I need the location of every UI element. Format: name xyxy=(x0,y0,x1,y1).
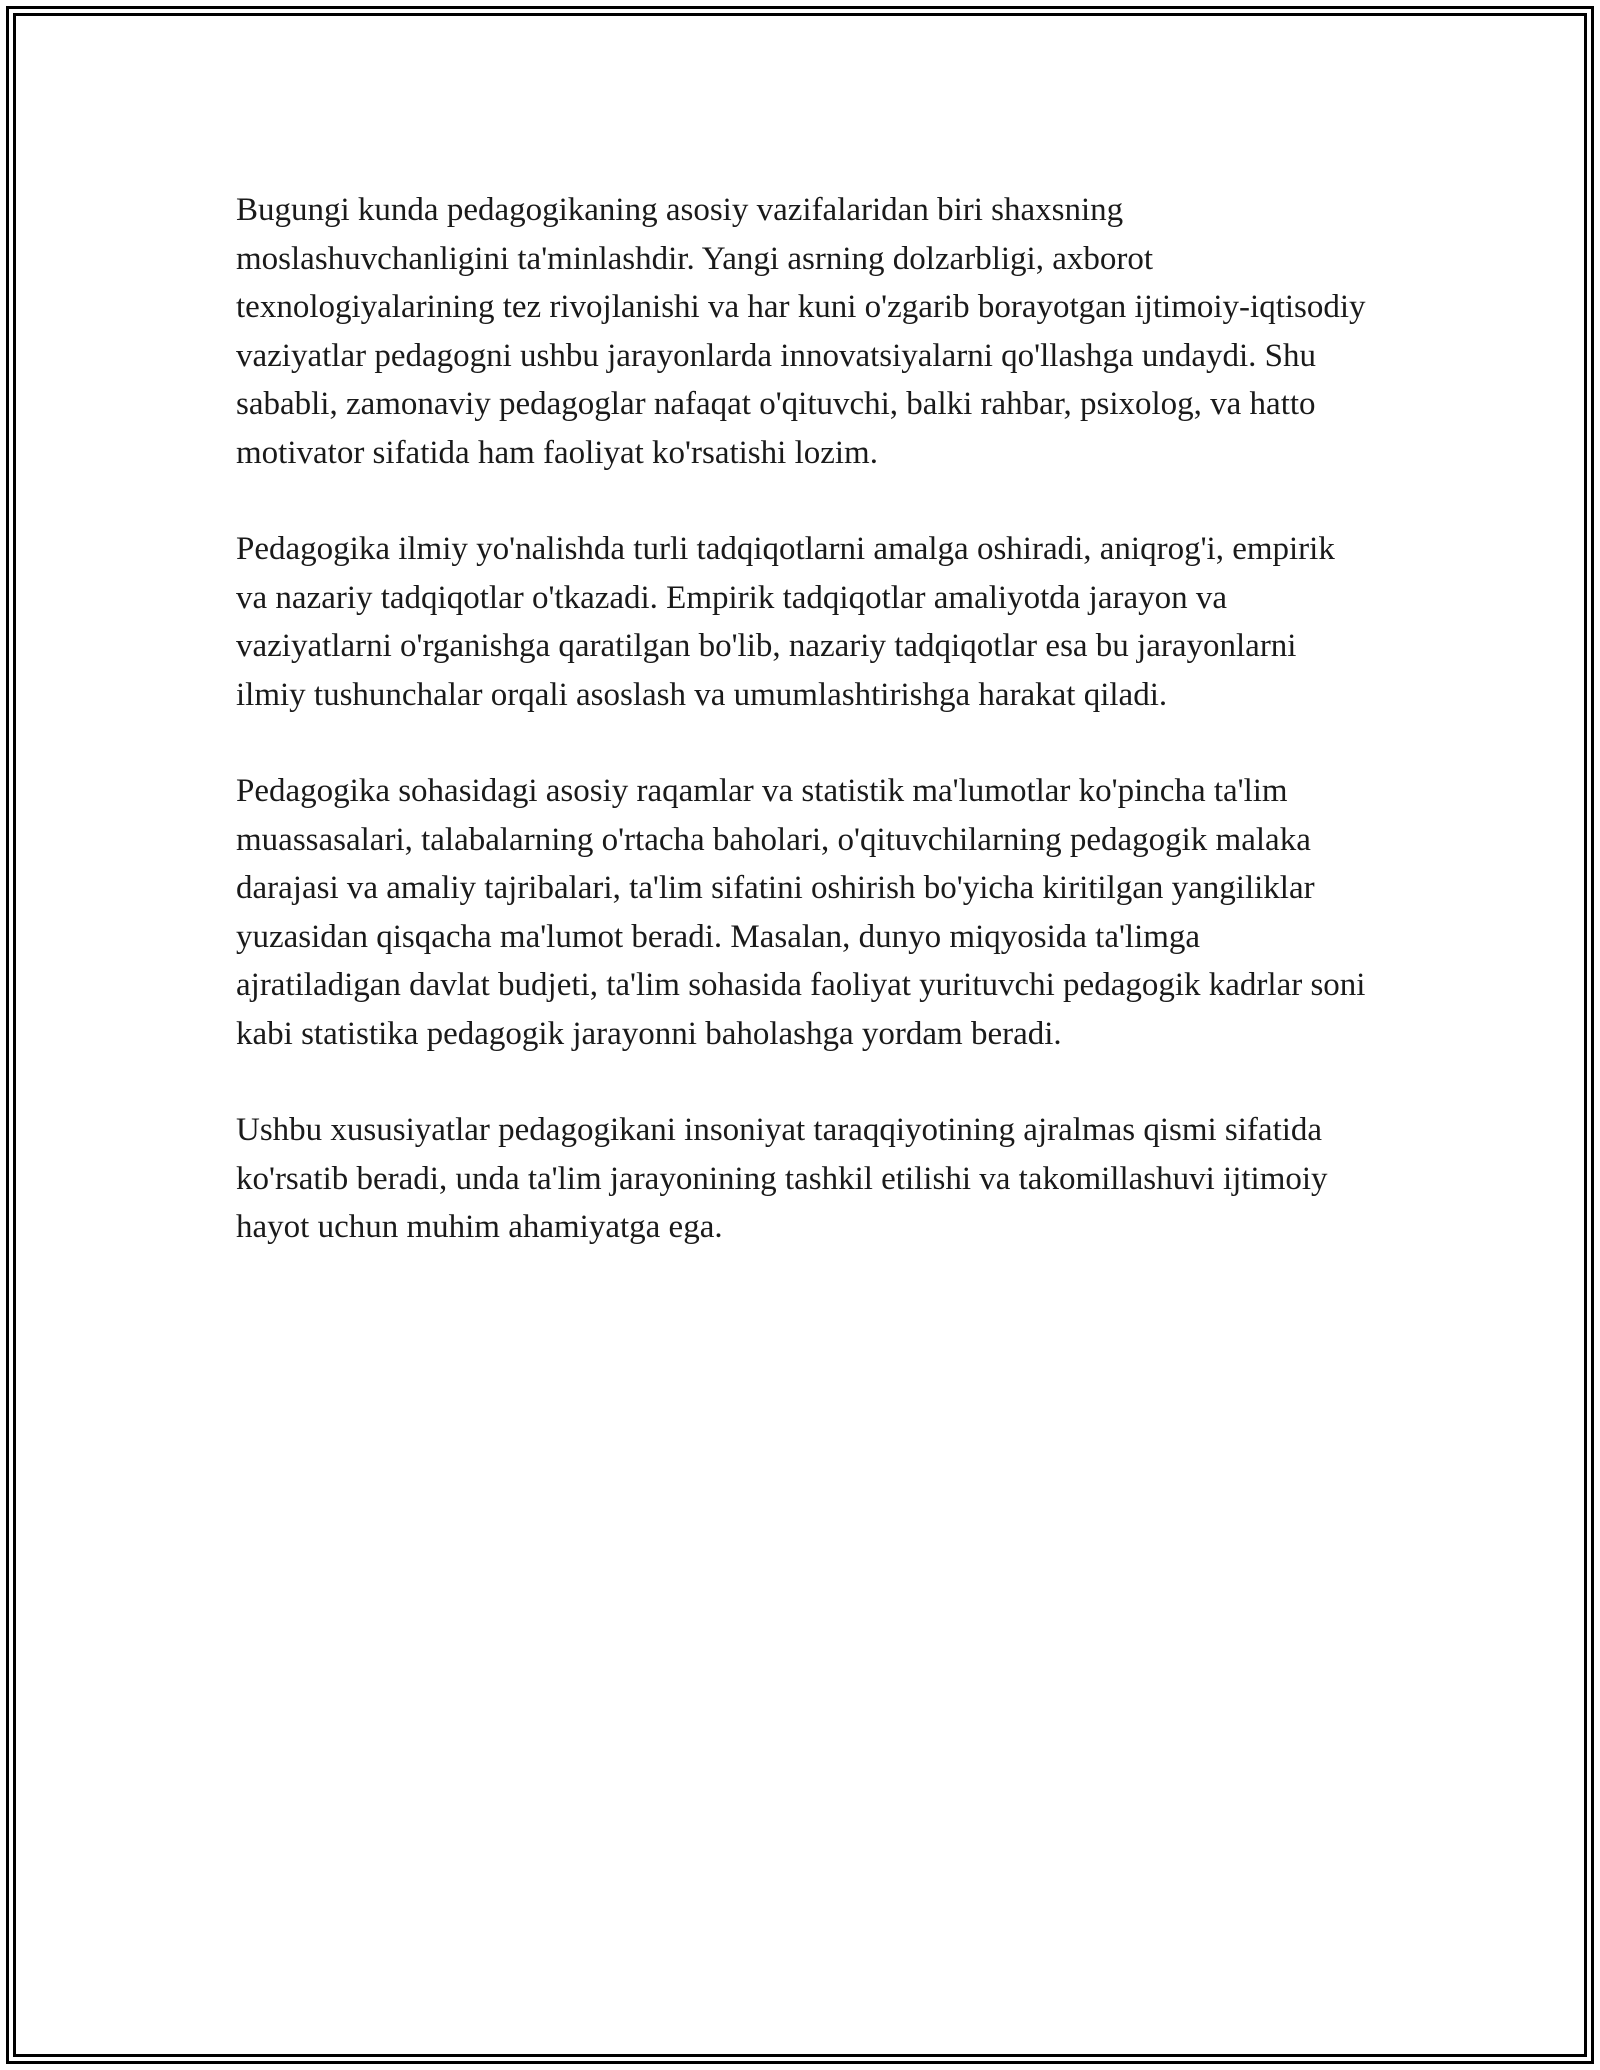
paragraph-2: Pedagogika ilmiy yo'nalishda turli tadqiqotlarni amalga oshiradi, aniqrog'i, empirik va nazariy tadqiqotlar o'tkazadi. Empirik tadqiqotlar amaliyotda jarayon va vaziyatlarni o'rganishga qaratilgan bo'lib, nazariy tadqiqotlar esa bu jarayonlarni ilmiy tushunchalar orqali asoslash va umumlashtirishga harakat qiladi. xyxy=(236,531,1335,713)
paragraph-4: Ushbu xususiyatlar pedagogikani insoniyat taraqqiyotining ajralmas qismi sifatida ko'rsatib beradi, unda ta'lim jarayonining tashkil etilishi va takomillashuvi ijtimoiy hayot uchun muhim ahamiyatga ega. xyxy=(236,1112,1328,1245)
paragraph-1: Bugungi kunda pedagogikaning asosiy vazifalaridan biri shaxsning moslashuvchanligini ta'minlashdir. Yangi asrning dolzarbligi, axborot texnologiyalarining tez rivojlanishi va har kuni o'zgarib borayotgan ijtimoiy-iqtisodiy vaziyatlar pedagogni ushbu jarayonlarda innovatsiyalarni qo'llashga undaydi. Shu sababli, zamonaviy pedagoglar nafaqat o'qituvchi, balki rahbar, psixolog, va hatto motivator sifatida ham faoliyat ko'rsatishi lozim. xyxy=(236,192,1366,471)
paragraph-3: Pedagogika sohasidagi asosiy raqamlar va statistik ma'lumotlar ko'pincha ta'lim muassasalari, talabalarning o'rtacha baholari, o'qituvchilarning pedagogik malaka darajasi va amaliy tajribalari, ta'lim sifatini oshirish bo'yicha kiritilgan yangiliklar yuzasidan qisqacha ma'lumot beradi. Masalan, dunyo miqyosida ta'limga ajratiladigan davlat budjeti, ta'lim sohasida faoliyat yurituvchi pedagogik kadrlar soni kabi statistika pedagogik jarayonni baholashga yordam beradi. xyxy=(236,773,1366,1052)
document-body xyxy=(236,186,1366,1300)
